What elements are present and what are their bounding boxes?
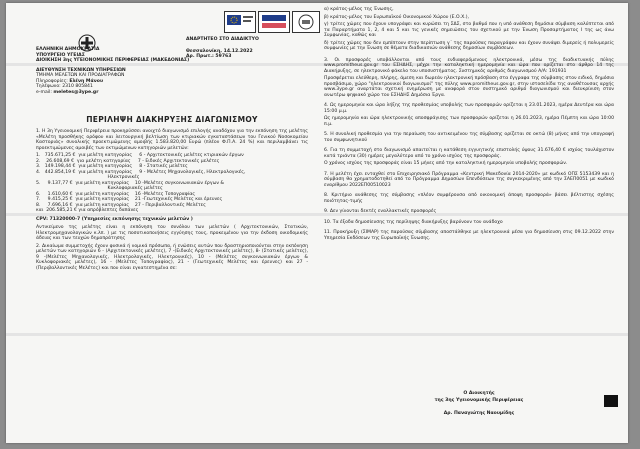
scan-mark: [604, 395, 618, 407]
submission-paragraph: 3. Οι προσφορές υποβάλλονται από τους ενδιαφερόμενους ηλεκτρονικά, μέσω της διαδικτυακής πύλης www.promitheus.gov.gr του ΕΣΗΔΗΣ, μέχρι την καταληκτική ημερομηνία και ώρα που ορίζεται στο άρθρο 14 της Διακήρυξης, σε ηλεκτρονικό φάκελο του υποσυστήματος. Συστημικός αριθμός διαγωνισμού Α/Α: 191931: [324, 57, 614, 74]
phone-value: 2310 805841: [62, 84, 93, 89]
eligible-country-item: γ) τρίτες χώρες που έχουν υπογράψει και κυρώσει τη ΣΔΣ, στο βαθμό που η υπό ανάθεση δημόσια σύμβαση καλύπτεται από τα Παραρτήματα 1, 2, 4 και 5 και τις γενικές σημειώσεις του σχετικού με την Ένωση Προσαρτήματος I της ως άνω Συμφωνίας, καθώς και: [324, 22, 614, 38]
region-name: ΔΙΟΙΚΗΣΗ 3ης ΥΓΕΙΟΝΟΜΙΚΗΣ ΠΕΡΙΦΕΡΕΙΑΣ (ΜΑΚΕΔΟΝΙΑΣ): [36, 58, 190, 63]
duration-paragraph: 5. Η συνολική προθεσμία για την περαίωση του αντικειμένου της σύμβασης ορίζεται σε οκτώ (8) μήνες από την υπογραφή του συμφωνητικού: [324, 132, 614, 143]
costs-paragraph: 10. Τα έξοδα δημοσίευσης της περίληψης διακήρυξης βαρύνουν τον ανάδοχο: [324, 219, 503, 225]
sender-block: [36, 47, 190, 95]
protocol-number: Αρ. Πρωτ.: 59763: [186, 54, 232, 59]
phone-label: Τηλέφωνο:: [36, 84, 61, 89]
eligible-countries-list: [324, 7, 614, 52]
info-value: Ελένη Μάνου: [69, 78, 104, 84]
country-name: ΕΛΛΗΝΙΚΗ ΔΗΜΟΚΡΑΤΙΑ: [36, 47, 100, 52]
signature-title: Ο Διοικητής: [463, 391, 495, 396]
guarantee-paragraph: 6. Για τη συμμετοχή στο διαγωνισμό απαιτείται η κατάθεση εγγυητικής επιστολής ύψους 31.676,40 € ισχύος τουλάχιστον κατά τριάντα (30) ημέρες μεγαλύτερο από το χρόνο ισχύος της προσφοράς.: [324, 148, 614, 159]
validity-paragraph: Ο χρόνος ισχύος της προσφοράς είναι 15 μήνες από την καταληκτική ημερομηνία υποβολής προσφορών.: [324, 161, 568, 166]
eu-logo: [224, 11, 256, 33]
funding-paragraph: 7. Η μελέτη έχει ενταχθεί στο Επιχειρησιακό Πρόγραμμα «Κεντρική Μακεδονία 2014-2020» με κωδικό ΟΠΣ 5153439 και η σύμβαση θα χρηματοδοτηθεί από το Πρόγραμμα Δημοσίων Επενδύσεων της συγκεκριμένης από την ΣΑΕΠ0051 με κωδικό εναρίθμου 2022ΕΠ00510023: [324, 171, 614, 188]
criterion-paragraph: 8. Κριτήριο ανάθεσης της σύμβασης «πλέον συμφέρουσα από οικονομική άποψη προσφορά» βάσει βέλτιστης σχέσης ποιότητας-τιμής: [324, 193, 614, 204]
category-item: Ηλεκτρονικές: [36, 175, 140, 180]
eligible-country-item: α) κράτος-μέλος της Ένωσης,: [324, 7, 394, 12]
email-line: [36, 90, 166, 96]
category-item: 5. 9.137,77 € για μελέτη κατηγορίας 10 -Μελέτες συγκοινωνιακών έργων &: [36, 180, 225, 186]
simap-paragraph: 11. Προκήρυξη (ΣΙΜΑΡ) της παρούσας σύμβασης αποστάλθηκε με ηλεκτρονικά μέσα για δημοσίευση στις 09.12.2022 στην Υπηρεσία Εκδόσεων της Ευρωπαϊκής Ένωσης.: [324, 230, 614, 241]
directorate-name: ΔΙΕΥΘΥΝΣΗ ΤΕΧΝΙΚΩΝ ΥΠΗΡΕΣΙΩΝ: [36, 67, 126, 73]
category-item: Κυκλοφοριακές μελέτες: [36, 186, 163, 191]
cpv-code: CPV: 71320000-7 (Υπηρεσίες εκπόνησης τεχνικών μελετών ): [36, 216, 193, 222]
scan-artifact: [6, 333, 628, 336]
category-item: 8. 7.696,16 € για μελέτη κατηγορίας 27 - Περιβαλλοντικές Μελέτες: [36, 202, 206, 208]
department-name: ΤΜΗΜΑ ΜΕΛΕΤΩΝ ΚΑΙ ΠΡΟΔΙΑΓΡΑΦΩΝ: [36, 73, 125, 78]
espa-logos: [224, 11, 320, 33]
category-item: 1. 735.671,25 € για μελέτη κατηγορίας 6 - Αρχιτεκτονικές μελέτες κτιριακών έργων: [36, 153, 244, 158]
online-notice: ΑΝΑΡΤΗΤΕΟ ΣΤΟ ΔΙΑΔΙΚΤΥΟ: [186, 37, 259, 42]
category-item: 2. 26.608,69 € για μελέτη κατηγορίας 7 - Ειδικές Αρχιτεκτονικές μελέτες: [36, 158, 220, 164]
signature-org: της 3ης Υγειονομικής Περιφέρειας: [434, 397, 524, 403]
eligibility-paragraph: 2. Δικαίωμα συμμετοχής έχουν φυσικά ή νομικά πρόσωπα, ή ενώσεις αυτών που δραστηριοποιούνται στην εκπόνηση μελετών των κατηγοριών 6 - (Αρχιτεκτονικές μελέτες), 7 -(Ειδικές Αρχιτεκτονικές μελέτες), 8- (Στατικές μελέτες), 9 -(Μελέτες Μηχανολογικές, Ηλεκτρολογικές, Ηλεκτρονικές), 10 - (Μελέτες συγκοινωνιακών έργων & Κυκλοφοριακές μελέτες), 16 - (Μελέτες Τοπογραφίας), 21 - (Γεωτεχνικές Μελέτες και έρευνες) και 27 - (Περιβαλλοντικές Μελέτες) και που είναι εγκατεστημένα σε:: [36, 243, 308, 271]
espa-logo: [258, 11, 290, 33]
place-date: Θεσσαλονίκη, 14.12.2022: [186, 48, 253, 54]
document-page: [6, 3, 628, 443]
category-item: 3. 149.198,44 € για μελέτη κατηγορίας 8 - Στατικές μελέτες: [36, 164, 188, 169]
object-paragraph: Αντικείμενο της μελέτης είναι η εκπόνηση του συνόλου των μελετών ( Αρχιτεκτονικών, Στατικών, Ηλεκτρομηχανολογικών κ.λπ. ) με τις ποσοτικοποιήσεις εγγύησης τους, προκειμένου για την έκδοση οικοδομικής άδειας και των τευχών δημοπράτησης: [36, 225, 308, 241]
program-logo: [292, 11, 320, 33]
alternatives-paragraph: 9. Δεν γίνονται δεκτές εναλλακτικές προσφορές: [324, 209, 437, 214]
opening-paragraph: Ως ημερομηνία και ώρα ηλεκτρονικής αποσφράγισης των προσφορών ορίζεται η 26.01.2023, ημέρα Πέμπτη και ώρα 10:00 π.μ.: [324, 116, 614, 127]
signature-name: Δρ. Παναγιώτης Ναουμίδης: [443, 411, 515, 416]
left-body: [36, 129, 308, 273]
document-title: ΠΕΡΙΛΗΨΗ ΔΙΑΚΗΡΥΞΗΣ ΔΙΑΓΩΝΙΣΜΟΥ: [86, 115, 258, 124]
email-value: meletes@3ype.gr: [53, 89, 99, 95]
deadline-paragraph: 4. Ως ημερομηνία και ώρα λήξης της προθεσμίας υποβολής των προσφορών ορίζεται η 23.01.2023, ημέρα Δευτέρα και ώρα 15:00 μ.μ.: [324, 103, 614, 114]
email-label: e-mail:: [36, 89, 52, 95]
signature-block: [394, 391, 564, 418]
date-block: [186, 37, 308, 60]
eligible-country-item: β) κράτος-μέλος του Ευρωπαϊκού Οικονομικού Χώρου (Ε.Ο.Χ.),: [324, 14, 469, 20]
intro-paragraph: 1. Η 3η Υγειονομική Περιφέρεια προκηρύσσει ανοιχτό διαγωνισμό επιλογής αναδόχου για την εκπόνηση της μελέτης «Μελέτη προσθήκης ορόφου και λειτουργική βελτίωση των κτιριακών εγκαταστάσεων του Γενικού Νοσοκομείου Καστοριάς» συνολικής προεκτιμώμενης αμοιβής 1.583.820,00 Ευρώ (πλέον Φ.Π.Α. 24 %) και περιλαμβάνει τις προεκτιμώμενες αμοιβές των εκτιμώμενων κατηγοριών μελετών:: [36, 129, 308, 151]
category-item: και 206.585,21 € για απρόβλεπτες δαπάνες: [36, 208, 139, 213]
categories-list: [36, 153, 308, 214]
access-paragraph: Προσφέρεται ελεύθερη, πλήρης, άμεση και δωρεάν ηλεκτρονική πρόσβαση στα έγγραφα της σύμβασης στον ειδικό, δημόσια προσβάσιμο, χώρο "ηλεκτρονικοί διαγωνισμοί" της πύλης www.promitheus.gov.gr, στην ιστοσελίδα της αναθέτουσας αρχής www.3ype.gr αναρτάται σχετική ενημέρωση με αναφορά στον συστημικό αριθμό διαγωνισμού και διευκρίνιση στον ανωτέρω φηφιακό χώρο του ΕΣΗΔΗΣ Δημόσια Έργα.: [324, 76, 614, 98]
eligible-country-item: δ) τρίτες χώρες που δεν εμπίπτουν στην περίπτωση γ΄ της παρούσας παραγράφου και έχουν συνάψει διμερείς ή πολυμερείς συμφωνίες με την Ένωση σε θέματα διαδικασιών ανάθεσης δημοσίων συμβάσεων.: [324, 40, 614, 51]
ministry-name: ΥΠΟΥΡΓΕΙΟ ΥΓΕΙΑΣ: [36, 52, 85, 58]
category-item: 6. 1.610,60 € για μελέτη κατηγορίας 16 -Μελέτες Τοπογραφίας: [36, 191, 196, 197]
info-label: Πληροφορίες:: [36, 78, 68, 84]
category-item: 7. 9.415,25 € για μελέτη κατηγορίας 21 -Γεωτεχνικές Μελέτες και έρευνες: [36, 197, 223, 202]
category-item: 4. 442.854,19 € για μελέτη κατηγορίας 9 - Μελέτες Μηχανολογικές, Ηλεκτρολογικές,: [36, 169, 246, 175]
